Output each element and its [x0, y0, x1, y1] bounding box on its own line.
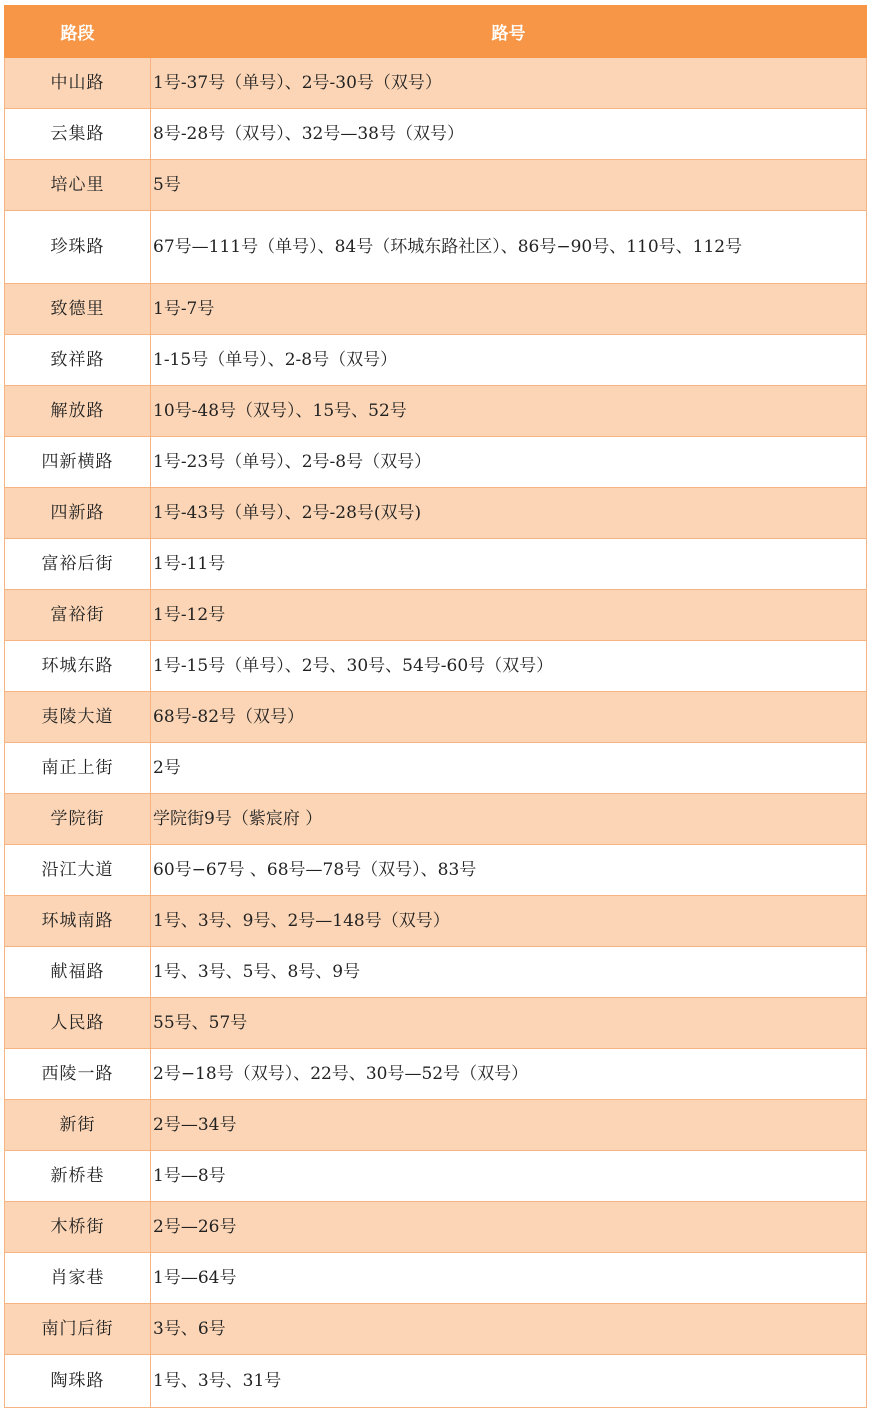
table-row: [5, 488, 867, 539]
road-cell: 珍珠路: [5, 211, 151, 284]
table-row: [5, 743, 867, 794]
road-cell: 富裕后街: [5, 539, 151, 590]
number-cell: 1号-7号: [151, 284, 867, 335]
table-row: [5, 590, 867, 641]
table-row: [5, 794, 867, 845]
number-cell: 1号—64号: [151, 1253, 867, 1304]
road-cell: 陶珠路: [5, 1355, 151, 1408]
road-cell: 环城东路: [5, 641, 151, 692]
table-row: [5, 160, 867, 211]
header-road: 路段: [5, 6, 151, 58]
road-cell: 学院街: [5, 794, 151, 845]
number-cell: 67号—111号（单号）、84号（环城东路社区）、86号−90号、110号、112号: [151, 211, 867, 284]
number-cell: 1号-37号（单号）、2号-30号（双号）: [151, 58, 867, 109]
number-cell: 60号−67号 、68号—78号（双号）、83号: [151, 845, 867, 896]
road-cell: 致德里: [5, 284, 151, 335]
number-cell: 10号-48号（双号）、15号、52号: [151, 386, 867, 437]
road-cell: 云集路: [5, 109, 151, 160]
table-row: [5, 1049, 867, 1100]
table-row: [5, 947, 867, 998]
road-cell: 四新横路: [5, 437, 151, 488]
road-cell: 献福路: [5, 947, 151, 998]
number-cell: 1号-43号（单号）、2号-28号(双号): [151, 488, 867, 539]
number-cell: 1号-11号: [151, 539, 867, 590]
table-row: [5, 641, 867, 692]
number-cell: 1号-23号（单号）、2号-8号（双号）: [151, 437, 867, 488]
road-cell: 人民路: [5, 998, 151, 1049]
table-row: [5, 845, 867, 896]
table-row: [5, 1202, 867, 1253]
number-cell: 1号-15号（单号）、2号、30号、54号-60号（双号）: [151, 641, 867, 692]
road-cell: 四新路: [5, 488, 151, 539]
table-row: [5, 896, 867, 947]
road-cell: 富裕街: [5, 590, 151, 641]
road-number-table-container: [4, 5, 866, 1408]
number-cell: 5号: [151, 160, 867, 211]
number-cell: 1号—8号: [151, 1151, 867, 1202]
road-cell: 沿江大道: [5, 845, 151, 896]
road-cell: 致祥路: [5, 335, 151, 386]
table-row: [5, 386, 867, 437]
table-row: [5, 437, 867, 488]
road-cell: 南正上街: [5, 743, 151, 794]
table-row: [5, 1304, 867, 1355]
road-cell: 培心里: [5, 160, 151, 211]
number-cell: 3号、6号: [151, 1304, 867, 1355]
table-row: [5, 539, 867, 590]
table-row: [5, 998, 867, 1049]
table-row: [5, 1100, 867, 1151]
number-cell: 2号−18号（双号）、22号、30号—52号（双号）: [151, 1049, 867, 1100]
road-cell: 解放路: [5, 386, 151, 437]
table-row: [5, 58, 867, 109]
table-header-row: [5, 6, 867, 58]
road-cell: 新桥巷: [5, 1151, 151, 1202]
number-cell: 8号-28号（双号）、32号—38号（双号）: [151, 109, 867, 160]
header-number: 路号: [151, 6, 867, 58]
number-cell: 2号—34号: [151, 1100, 867, 1151]
table-row: [5, 1253, 867, 1304]
road-number-table: [4, 5, 867, 1408]
road-cell: 南门后街: [5, 1304, 151, 1355]
table-row: [5, 1151, 867, 1202]
number-cell: 1号、3号、31号: [151, 1355, 867, 1408]
number-cell: 1号、3号、5号、8号、9号: [151, 947, 867, 998]
road-cell: 肖家巷: [5, 1253, 151, 1304]
table-row: [5, 1355, 867, 1408]
road-cell: 新街: [5, 1100, 151, 1151]
number-cell: 学院街9号（紫宸府 ）: [151, 794, 867, 845]
road-cell: 夷陵大道: [5, 692, 151, 743]
number-cell: 68号-82号（双号）: [151, 692, 867, 743]
table-row: [5, 335, 867, 386]
table-row: [5, 211, 867, 284]
road-cell: 中山路: [5, 58, 151, 109]
number-cell: 1-15号（单号）、2-8号（双号）: [151, 335, 867, 386]
number-cell: 1号、3号、9号、2号—148号（双号）: [151, 896, 867, 947]
number-cell: 2号: [151, 743, 867, 794]
road-cell: 西陵一路: [5, 1049, 151, 1100]
table-row: [5, 284, 867, 335]
number-cell: 2号—26号: [151, 1202, 867, 1253]
table-row: [5, 692, 867, 743]
number-cell: 55号、57号: [151, 998, 867, 1049]
road-cell: 木桥街: [5, 1202, 151, 1253]
road-cell: 环城南路: [5, 896, 151, 947]
table-row: [5, 109, 867, 160]
number-cell: 1号-12号: [151, 590, 867, 641]
